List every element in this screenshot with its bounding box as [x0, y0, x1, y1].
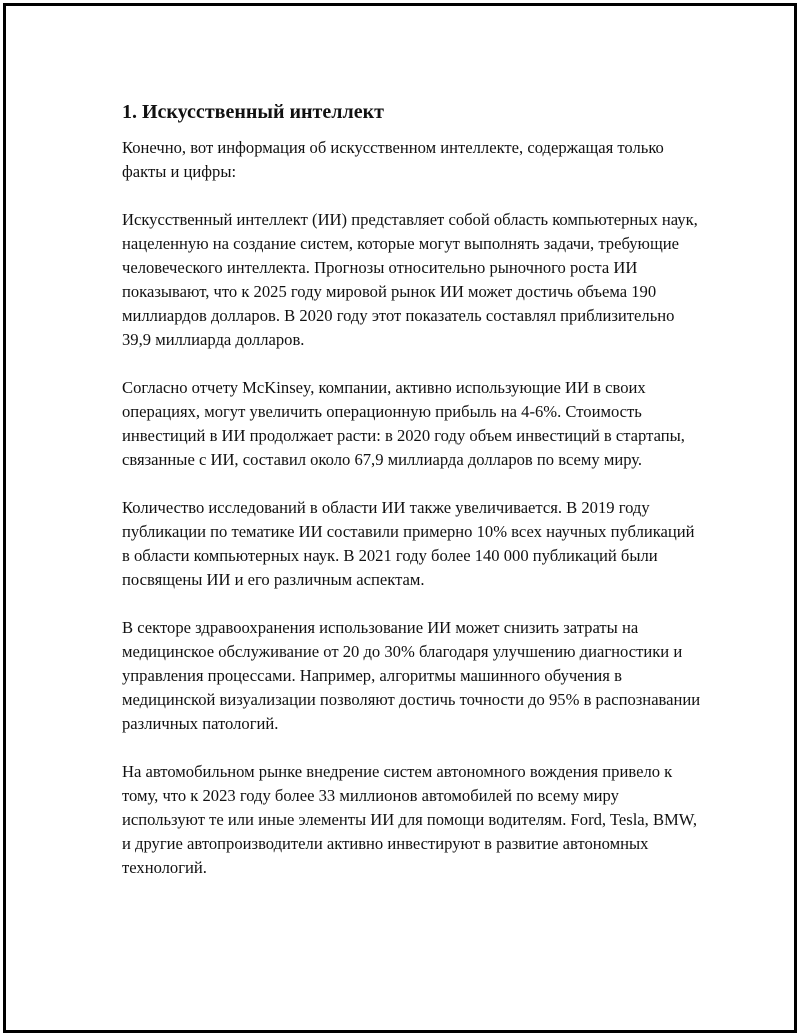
paragraph-healthcare: В секторе здравоохранения использование ИИ может снизить затраты на медицинское обслуживание от 20 до 30% благодаря улучшению диагностики и управления процессами. Например, алгоритмы машинного обучения в медицинской визуализации позволяют достичь точности до 95% в распознавании различных патологий. — [122, 618, 701, 733]
paragraph-definition: Искусственный интеллект (ИИ) представляет собой область компьютерных наук, нацеленную на создание систем, которые могут выполнять задачи, требующие человеческого интеллекта. Прогнозы относительно рыночного роста ИИ показывают, что к 2025 году мировой рынок ИИ может достичь объема 190 миллиардов долларов. В 2020 году этот показатель составлял приблизительно 39,9 миллиарда долларов. — [122, 210, 698, 349]
paragraph-mckinsey: Согласно отчету McKinsey, компании, активно использующие ИИ в своих операциях, могут увеличить операционную прибыль на 4-6%. Стоимость инвестиций в ИИ продолжает расти: в 2020 году объем инвестиций в стартапы, связанные с ИИ, составил около 67,9 миллиарда долларов по всему миру. — [122, 378, 685, 469]
paragraph-automotive: На автомобильном рынке внедрение систем автономного вождения привело к тому, что к 2023 году более 33 миллионов автомобилей по всему миру используют те или иные элементы ИИ для помощи водителям. Ford, Tesla, BMW, и другие автопроизводители активно инвестируют в развитие автономных технологий. — [122, 762, 698, 877]
section-heading: 1. Искусственный интеллект — [122, 101, 384, 123]
paragraph-intro: Конечно, вот информация об искусственном интеллекте, содержащая только факты и цифры: — [122, 138, 664, 181]
paragraph-research: Количество исследований в области ИИ также увеличивается. В 2019 году публикации по тематике ИИ составили примерно 10% всех научных публикаций в области компьютерных наук. В 2021 году более 140 000 публикаций были посвящены ИИ и его различным аспектам. — [122, 498, 695, 589]
document-content — [122, 98, 702, 904]
document-page — [3, 3, 797, 1033]
